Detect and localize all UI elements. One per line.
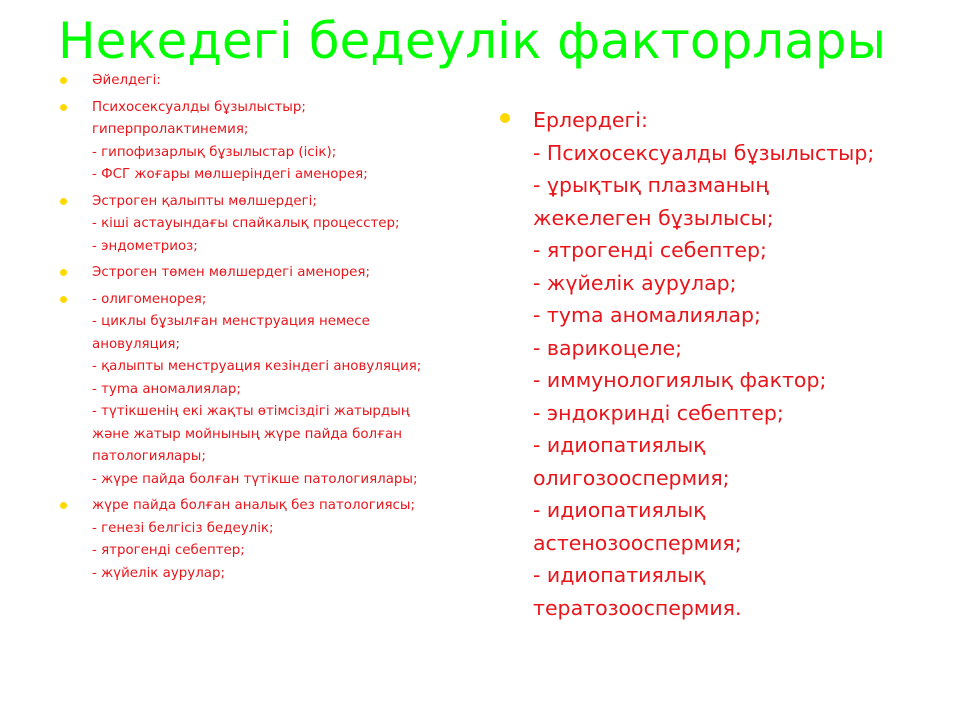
bullet-text-line: - ятрогенді себептер; <box>92 543 245 558</box>
bullet-text-line: - түтікшенің екі жақты өтімсіздігі жатырдың <box>92 404 410 419</box>
bullet-text-line: - идиопатиялық <box>533 433 706 457</box>
bullet-icon <box>60 198 67 205</box>
bullet-text-line: - туma аномалиялар; <box>92 381 241 397</box>
bullet-text-line: Әйелдегі: <box>92 73 161 88</box>
bullet-icon <box>60 269 67 276</box>
bullet-text-line: гиперпролактинемия; <box>92 122 249 137</box>
bullet-text-line: - ятрогенді себептер; <box>533 238 767 262</box>
bullet-text-line: - иммунологиялық фактор; <box>533 368 827 392</box>
men-factors-list <box>498 104 918 624</box>
bullet-text-line: - жүйелік аурулар; <box>92 565 225 581</box>
bullet-text-line: астенозооспермия; <box>533 530 742 555</box>
bullet-text-line: - туma аномалиялар; <box>533 303 761 327</box>
men-factors-column <box>498 104 918 624</box>
bullet-text-line: жекелеген бұзылысы; <box>533 205 774 230</box>
bullet-text-line: - генезі белгісіз бедеулік; <box>92 520 274 536</box>
bullet-icon <box>60 77 67 84</box>
bullet-text-line: Эстроген төмен мөлшердегі аменорея; <box>92 265 370 280</box>
bullet-text-line: - олигоменорея; <box>92 291 207 307</box>
bullet-icon <box>60 296 67 303</box>
bullet-text-line: - жүре пайда болған түтікше патологиялары; <box>92 471 418 487</box>
bullet-icon <box>60 104 67 111</box>
bullet-text-line: Эстроген қалыпты мөлшердегі; <box>92 193 317 209</box>
women-factor-item <box>60 289 480 492</box>
bullet-text-line: - эндометриоз; <box>92 238 198 254</box>
bullet-text-line: олигозооспермия; <box>533 465 730 490</box>
bullet-text-line: - қалыпты менструация кезіндегі ановуляция; <box>92 359 422 374</box>
men-factor-item <box>498 104 918 624</box>
bullet-text-line: - ұрықтық плазманың <box>533 173 769 197</box>
bullet-text-line: - кіші астауындағы спайкалық процесстер; <box>92 216 400 231</box>
bullet-text-line: және жатыр мойнының жүре пайда болған <box>92 426 402 442</box>
bullet-text-line: - варикоцеле; <box>533 335 683 360</box>
women-factor-item <box>60 495 480 585</box>
women-factors-column <box>60 70 480 589</box>
bullet-text-line: Психосексуалды бұзылыстыр; <box>92 99 306 115</box>
women-factor-item <box>60 191 480 259</box>
women-factor-item <box>60 70 480 93</box>
bullet-text-line: - идиопатиялық <box>533 498 706 522</box>
bullet-text-line: - жүйелік аурулар; <box>533 270 737 295</box>
bullet-text-line: жүре пайда болған аналық без патологиясы; <box>92 498 415 513</box>
bullet-icon <box>500 113 510 123</box>
bullet-text-line: тератозооспермия. <box>533 595 742 620</box>
women-factor-item <box>60 262 480 285</box>
bullet-text-line: ановуляция; <box>92 336 180 352</box>
bullet-text-line: - Психосексуалды бұзылыстыр; <box>533 140 875 165</box>
bullet-icon <box>60 502 67 509</box>
bullet-text-line: - идиопатиялық <box>533 563 706 587</box>
bullet-text-line: - ФСГ жоғары мөлшеріндегі аменорея; <box>92 167 368 182</box>
bullet-text-line: - циклы бұзылған менструация немесе <box>92 314 370 329</box>
bullet-text-line: Ерлердегі: <box>533 108 648 132</box>
women-factors-list <box>60 70 480 585</box>
slide-title: Некедегі бедеулік факторлары <box>58 12 887 70</box>
bullet-text-line: - гипофизарлық бұзылыстар (ісік); <box>92 144 337 160</box>
women-factor-item <box>60 97 480 187</box>
bullet-text-line: патологиялары; <box>92 449 206 464</box>
bullet-text-line: - эндокринді себептер; <box>533 400 784 425</box>
